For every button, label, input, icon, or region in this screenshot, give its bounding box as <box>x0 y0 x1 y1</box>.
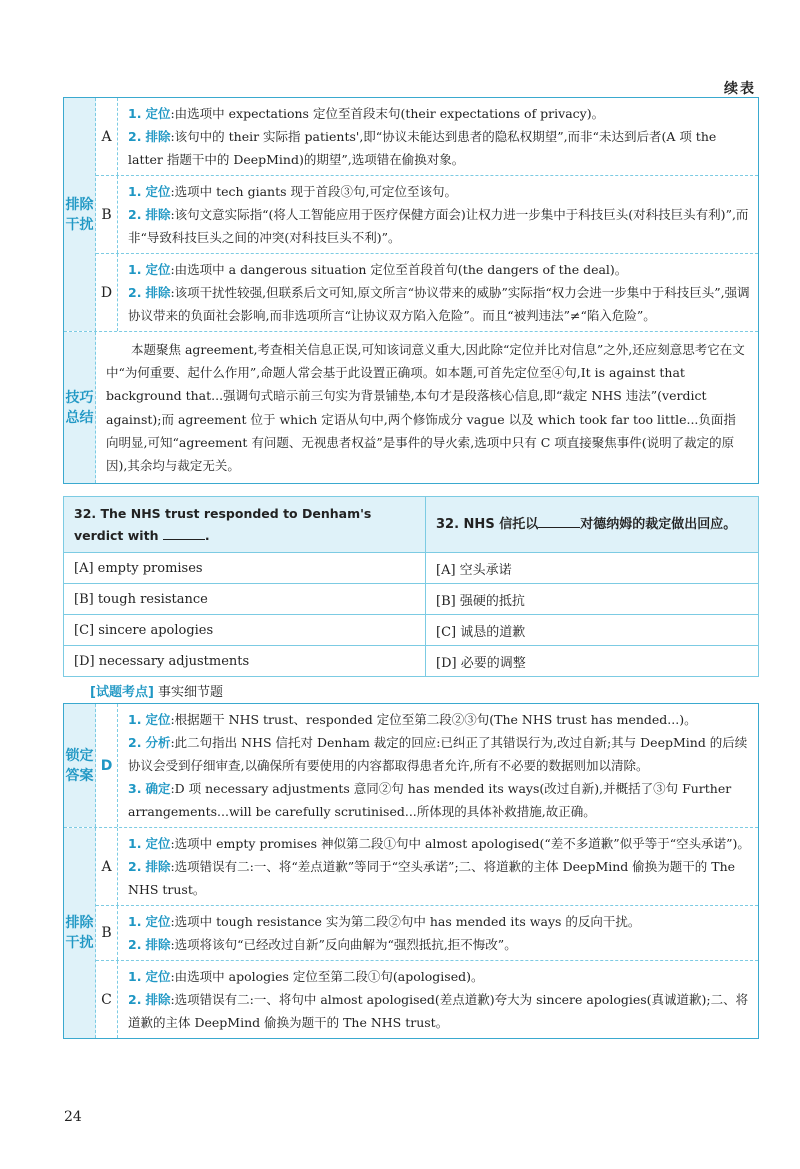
exclude-section <box>64 827 758 1038</box>
item-keyword: 定位 <box>145 262 171 277</box>
question-stem-en: 32. The NHS trust responded to Denham's verdict with . <box>64 497 426 553</box>
item-keyword: 定位 <box>145 914 171 929</box>
question-stem-zh: 32. NHS 信托以 对德纳姆的裁定做出回应。 <box>426 497 759 553</box>
option-row-b <box>96 905 758 960</box>
exclude-label: 排除干扰 <box>64 98 96 331</box>
item-number: 2. <box>128 285 142 300</box>
item-text: :选项中 tough resistance 实为第二段②句中 has mended its ways 的反向干扰。 <box>170 914 641 929</box>
q31-analysis-table <box>63 97 759 484</box>
item-text: :选项将该句“已经改过自新”反向曲解为“强烈抵抗,拒不悔改”。 <box>170 937 517 952</box>
item-keyword: 确定 <box>145 781 171 796</box>
option-row <box>64 553 759 584</box>
option-analysis <box>118 828 758 905</box>
item-number: 2. <box>128 735 142 750</box>
page-number: 24 <box>64 1109 82 1125</box>
item-number: 1. <box>128 712 142 727</box>
answer-section <box>64 704 758 827</box>
item-keyword: 排除 <box>145 129 171 144</box>
item-number: 1. <box>128 914 142 929</box>
option-analysis <box>118 176 758 253</box>
question-type-note <box>90 681 223 700</box>
option-zh: [B] 强硬的抵抗 <box>426 584 759 615</box>
option-en: [D] necessary adjustments <box>64 646 426 677</box>
item-text: :该句中的 their 实际指 patients',即“协议未能达到患者的隐私权期望”,而非“未达到后者(A 项 the latter 指题干中的 DeepMind)的期望”,选项错在偷换对象。 <box>128 129 717 167</box>
item-number: 2. <box>128 207 142 222</box>
option-analysis <box>118 254 758 331</box>
option-en: [B] tough resistance <box>64 584 426 615</box>
q32-analysis-table <box>63 703 759 1039</box>
question-stem-row <box>64 497 759 553</box>
option-zh: [A] 空头承诺 <box>426 553 759 584</box>
option-row <box>64 615 759 646</box>
item-text: :由选项中 a dangerous situation 定位至首段首句(the dangers of the deal)。 <box>170 262 628 277</box>
option-analysis <box>118 98 758 175</box>
tips-label: 技巧总结 <box>64 332 96 483</box>
option-row <box>64 584 759 615</box>
option-letter: B <box>96 176 118 253</box>
exclude-section <box>64 98 758 331</box>
item-text: :选项中 tech giants 现于首段③句,可定位至该句。 <box>170 184 457 199</box>
tips-section <box>64 331 758 483</box>
item-text: :选项中 empty promises 神似第二段①句中 almost apologised(“差不多道歉”似乎等于“空头承诺”)。 <box>170 836 750 851</box>
item-text: :由选项中 apologies 定位至第二段①句(apologised)。 <box>170 969 484 984</box>
option-row-a <box>96 828 758 905</box>
item-keyword: 定位 <box>145 969 171 984</box>
item-text: :该句文意实际指“(将人工智能应用于医疗保健方面会)让权力进一步集中于科技巨头(对科技巨头有利)”,而非“导致科技巨头之间的冲突(对科技巨头不利)”。 <box>128 207 749 245</box>
answer-analysis <box>118 704 758 827</box>
item-text: :选项错误有二:一、将“差点道歉”等同于“空头承诺”;二、将道歉的主体 DeepMind 偷换为题干的 The NHS trust。 <box>128 859 736 897</box>
item-keyword: 排除 <box>145 207 171 222</box>
option-analysis <box>118 961 758 1038</box>
item-text: :该项干扰性较强,但联系后文可知,原文所言“协议带来的威胁”实际指“权力会进一步集中于科技巨头”,强调协议带来的负面社会影响,而非选项所言“让协议双方陷入危险”。而且“被判违法”≠“陷入危险”。 <box>128 285 750 323</box>
option-analysis <box>118 906 758 960</box>
item-text: :由选项中 expectations 定位至首段末句(their expectations of privacy)。 <box>170 106 605 121</box>
option-row-a <box>96 98 758 175</box>
question-32-table <box>63 496 759 677</box>
item-text: :D 项 necessary adjustments 意同②句 has mended its ways(改过自新),并概括了③句 Further arrangements...will be carefully scrutinised...所体现的具体补救措施,故正确。 <box>128 781 732 819</box>
option-letter: A <box>96 98 118 175</box>
option-row-b <box>96 175 758 253</box>
option-zh: [D] 必要的调整 <box>426 646 759 677</box>
item-keyword: 排除 <box>145 859 171 874</box>
item-number: 1. <box>128 969 142 984</box>
answer-blank <box>538 514 580 528</box>
item-keyword: 定位 <box>145 836 171 851</box>
item-keyword: 分析 <box>145 735 171 750</box>
item-number: 2. <box>128 129 142 144</box>
item-keyword: 定位 <box>145 106 171 121</box>
item-number: 2. <box>128 859 142 874</box>
item-text: :此二句指出 NHS 信托对 Denham 裁定的回应:已纠正了其错误行为,改过自新;其与 DeepMind 的后续协议会受到仔细审查,以确保所有要使用的内容都取得患者允许,所有不必要的数据则加以清除。 <box>128 735 748 773</box>
item-keyword: 排除 <box>145 937 171 952</box>
item-number: 1. <box>128 184 142 199</box>
item-text: :选项错误有二:一、将句中 almost apologised(差点道歉)夸大为 sincere apologies(真诚道歉);二、将道歉的主体 DeepMind 偷换为题干的 The NHS trust。 <box>128 992 749 1030</box>
option-zh: [C] 诚恳的道歉 <box>426 615 759 646</box>
answer-blank <box>163 526 205 540</box>
item-keyword: 排除 <box>145 992 171 1007</box>
option-en: [A] empty promises <box>64 553 426 584</box>
continued-table-label: 续表 <box>724 81 756 97</box>
option-letter: B <box>96 906 118 960</box>
option-letter: C <box>96 961 118 1038</box>
option-row <box>64 646 759 677</box>
lock-answer-label: 锁定 答案 <box>64 704 96 827</box>
option-row-c <box>96 960 758 1038</box>
tips-text: 本题聚焦 agreement,考查相关信息正误,可知该词意义重大,因此除“定位并比对信息”之外,还应刻意思考它在文中“为何重要、起什么作用”,命题人常会基于此设置正确项。如本题,可首先定位至④句,It is against that background that...强调句式暗示前三句实为背景铺垫,本句才是段落核心信息,即“裁定 NHS 违法”(verdict against);而 agreement 位于 which 定语从句中,两个修饰成分 vague 以及 which took far too little...负面指向明显,可知“agreement 有问题、无视患者权益”是事件的导火索,选项中只有 C 项直接聚焦事件(说明了裁定的原因),其余均与裁定无关。 <box>106 342 745 474</box>
option-letter: A <box>96 828 118 905</box>
exclude-label: 排除干扰 <box>64 828 96 1038</box>
question-type-tag: [试题考点] <box>90 685 154 700</box>
item-keyword: 排除 <box>145 285 171 300</box>
answer-letter: D <box>96 704 118 827</box>
item-number: 1. <box>128 106 142 121</box>
item-number: 1. <box>128 262 142 277</box>
option-en: [C] sincere apologies <box>64 615 426 646</box>
item-text: :根据题干 NHS trust、responded 定位至第二段②③句(The NHS trust has mended...)。 <box>170 712 697 727</box>
item-number: 3. <box>128 781 142 796</box>
option-row-d <box>96 253 758 331</box>
item-keyword: 定位 <box>145 712 171 727</box>
item-keyword: 定位 <box>145 184 171 199</box>
item-number: 2. <box>128 992 142 1007</box>
question-type-text: 事实细节题 <box>158 685 224 700</box>
item-number: 1. <box>128 836 142 851</box>
item-number: 2. <box>128 937 142 952</box>
option-letter: D <box>96 254 118 331</box>
